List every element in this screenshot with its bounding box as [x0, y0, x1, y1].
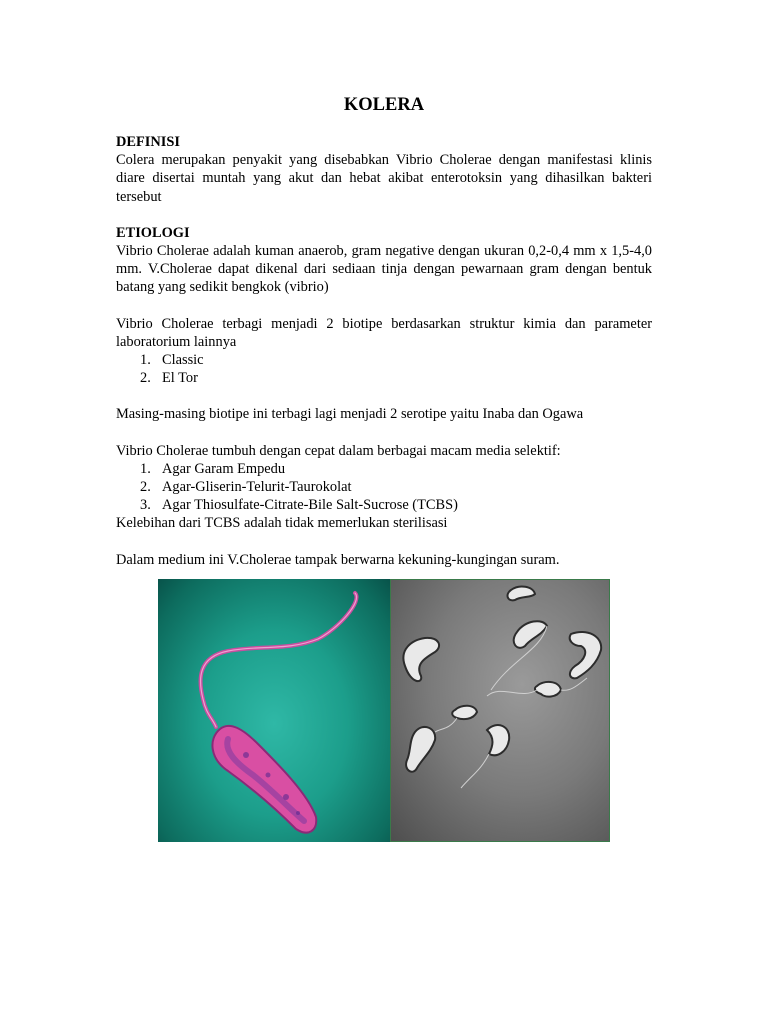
document-page [116, 94, 652, 569]
sem-bacteria-image [390, 579, 610, 842]
vibrio-figure [158, 579, 610, 842]
page-title: KOLERA [343, 95, 425, 115]
media-list [116, 460, 652, 515]
stained-bacterium-image [158, 579, 390, 842]
definisi-paragraph: Colera merupakan penyakit yang disebabkan Vibrio Cholerae dengan manifestasi klinis diare disertai muntah yang akut dan hebat akibat enterotoksin yang dihasilkan bakteri tersebut [116, 152, 652, 205]
media-intro: Vibrio Cholerae tumbuh dengan cepat dalam berbagai macam media selektif: [116, 442, 561, 459]
serotipe-paragraph: Masing-masing biotipe ini terbagi lagi menjadi 2 serotipe yaitu Inaba dan Ogawa [116, 406, 584, 423]
list-item: 1. Classic [140, 352, 204, 369]
list-item: 3. Agar Thiosulfate-Citrate-Bile Salt-Sucrose (TCBS) [140, 497, 458, 514]
etiologi-heading: ETIOLOGI [116, 224, 190, 241]
biotipe-intro: Vibrio Cholerae terbagi menjadi 2 biotipe berdasarkan struktur kimia dan parameter laboratorium lainnya [116, 315, 652, 350]
list-item: 2. El Tor [140, 370, 198, 387]
etiologi-paragraph: Vibrio Cholerae adalah kuman anaerob, gram negative dengan ukuran 0,2-0,4 mm x 1,5-4,0 mm. V.Cholerae dapat dikenal dari sediaan tinja dengan pewarnaan gram dengan bentuk batang yang sedikit bengkok (vibrio) [116, 243, 652, 296]
list-item: 1. Agar Garam Empedu [140, 460, 286, 477]
tcbs-note: Kelebihan dari TCBS adalah tidak memerlukan sterilisasi [116, 515, 448, 532]
definisi-heading: DEFINISI [116, 134, 180, 150]
medium-paragraph: Dalam medium ini V.Cholerae tampak berwarna kekuning-kungingan suram. [116, 551, 560, 568]
biotipe-list [116, 351, 652, 387]
list-item: 2. Agar-Gliserin-Telurit-Taurokolat [140, 479, 352, 496]
